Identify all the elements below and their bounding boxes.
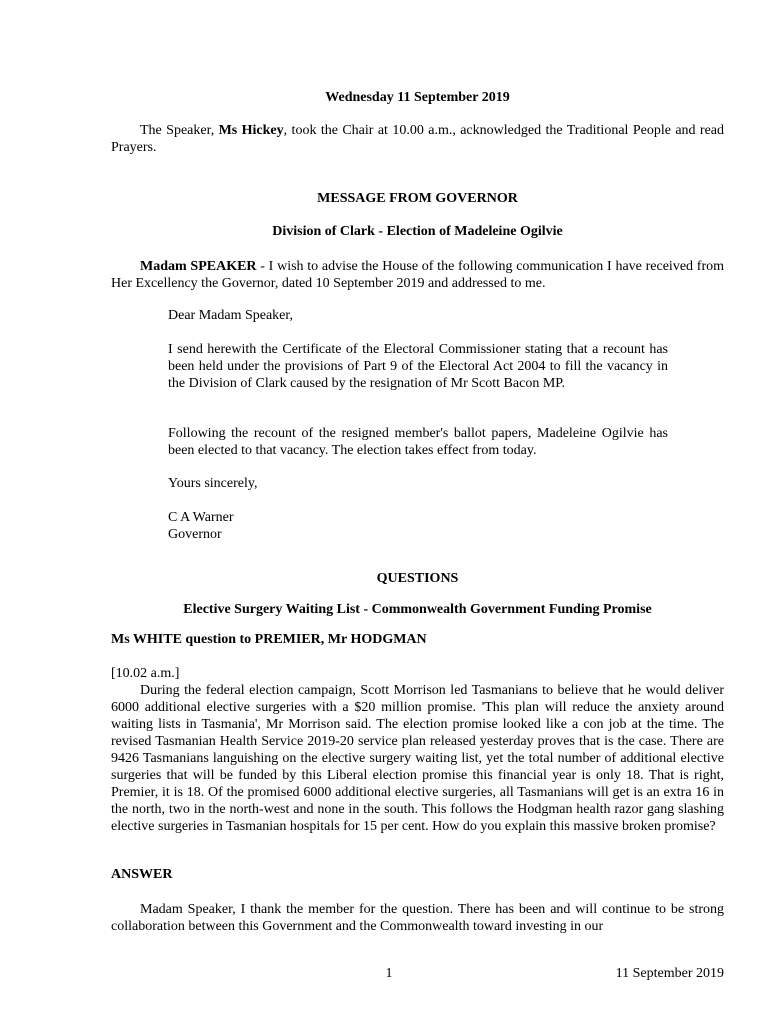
letter-paragraph-2: Following the recount of the resigned member's ballot papers, Madeleine Ogilvie has been elected to that vacancy. The election takes effect from today. xyxy=(168,426,668,458)
answer-text: Madam Speaker, I thank the member for the question. There has been and will continue to be strong collaboration between this Government and the Commonwealth toward investing in our xyxy=(111,902,724,934)
date-heading: Wednesday 11 September 2019 xyxy=(325,90,510,105)
speaker-text: - I wish to advise the House of the following communication I have received from Her Excellency the Governor, dated 10 September 2019 and addressed to me. xyxy=(111,259,724,291)
letter-signer-name: C A Warner xyxy=(168,510,234,525)
speaker-paragraph xyxy=(111,258,724,292)
letter-salutation: Dear Madam Speaker, xyxy=(168,308,293,323)
letter-closing: Yours sincerely, xyxy=(168,476,258,491)
speaker-name: Ms Hickey xyxy=(218,123,284,138)
opening-paragraph xyxy=(111,122,724,156)
opening-pre: The Speaker, xyxy=(140,123,219,138)
section-title-governor: MESSAGE FROM GOVERNOR xyxy=(317,191,518,206)
answer-heading: ANSWER xyxy=(111,867,173,882)
footer-page-number: 1 xyxy=(385,966,393,981)
opening-post: , took the Chair at 10.00 a.m., acknowledged the Traditional People and read Prayers. xyxy=(111,123,725,155)
section-subtitle-clark: Division of Clark - Election of Madeleine Ogilvie xyxy=(272,224,563,239)
question-timestamp: [10.02 a.m.] xyxy=(111,666,180,681)
section-title-questions: QUESTIONS xyxy=(376,571,459,586)
document-page xyxy=(111,0,724,1024)
footer-date: 11 September 2019 xyxy=(615,966,724,981)
letter-signer-title: Governor xyxy=(168,527,222,542)
letter-paragraph-1: I send herewith the Certificate of the Electoral Commissioner stating that a recount has been held under the provisions of Part 9 of the Electoral Act 2004 to fill the vacancy in the Division of Clark caused by the resignation of Mr Scott Bacon MP. xyxy=(168,342,668,391)
question-text: During the federal election campaign, Scott Morrison led Tasmanians to believe that he would deliver 6000 additional elective surgeries with a $20 million promise. 'This plan will reduce the anxiety around waiting lists in Tasmania', Mr Morrison said. The election promise looked like a con job at the time. The revised Tasmanian Health Service 2019-20 service plan released yesterday proves that is the case. There are 9426 Tasmanians languishing on the elective surgery waiting list, yet the total number of additional elective surgeries that will be funded by this Liberal election promise this financial year is only 18. That is right, Premier, it is 18. Of the promised 6000 additional elective surgeries, all Tasmanians will get is an extra 16 in the north, two in the north-west and none in the south. This follows the Hodgman health razor gang slashing elective surgeries in Tasmanian hospitals for 15 per cent. How do you explain this massive broken promise? xyxy=(111,683,724,834)
question-heading: Ms WHITE question to PREMIER, Mr HODGMAN xyxy=(111,632,427,647)
section-subtitle-elective-surgery: Elective Surgery Waiting List - Commonwealth Government Funding Promise xyxy=(183,602,652,617)
madam-speaker-label: Madam SPEAKER xyxy=(140,259,257,274)
